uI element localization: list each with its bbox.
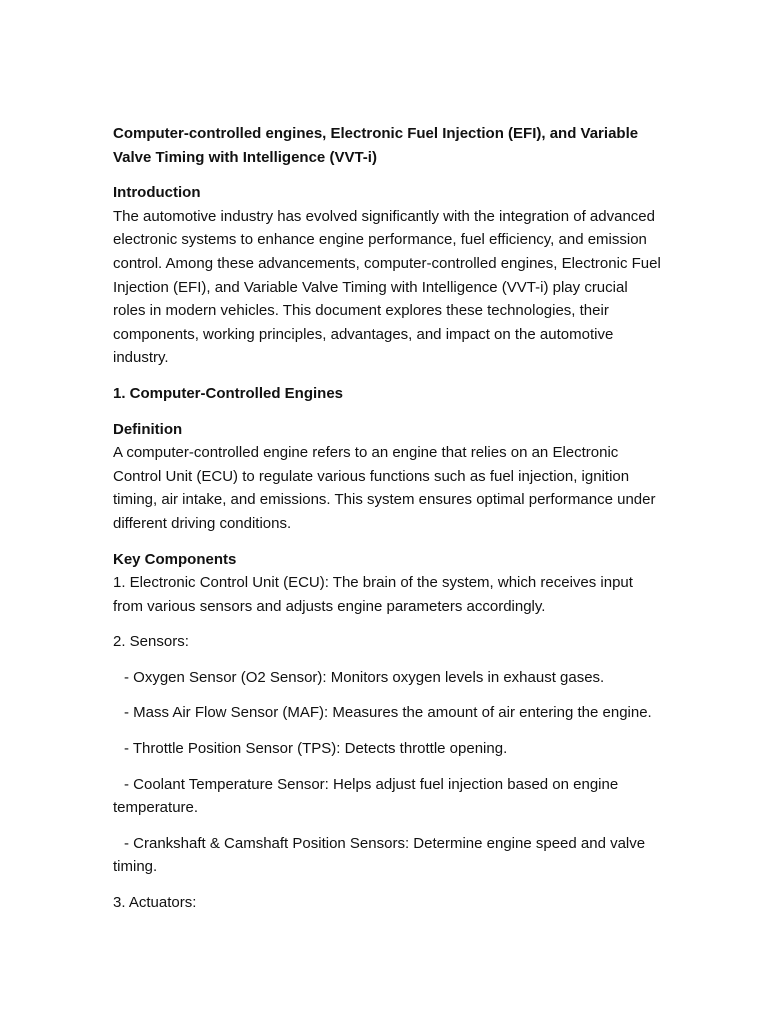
intro-section — [113, 181, 661, 370]
list-item-crank-sensor — [113, 832, 661, 879]
section1-heading: 1. Computer-Controlled Engines — [113, 384, 344, 402]
list-item-ecu: 1. Electronic Control Unit (ECU): The brain of the system, which receives input from various sensors and adjusts engine parameters accordingly. — [113, 574, 633, 615]
list-item-sensors: 2. Sensors: — [113, 633, 189, 651]
crank-sensor-text: - Crankshaft & Camshaft Position Sensors: Determine engine speed and valve timing. — [113, 834, 646, 876]
list-item-o2-sensor: - Oxygen Sensor (O2 Sensor): Monitors oxygen levels in exhaust gases. — [124, 668, 605, 686]
key-components-section — [113, 548, 661, 619]
document-page — [113, 122, 661, 927]
list-item-tps-sensor: - Throttle Position Sensor (TPS): Detects throttle opening. — [124, 740, 508, 758]
definition-paragraph: A computer-controlled engine refers to an engine that relies on an Electronic Control Unit (ECU) to regulate various functions such as fuel injection, ignition timing, air intake, and emissions. This system ensures optimal performance under different driving conditions. — [113, 444, 656, 532]
list-item-actuators: 3. Actuators: — [113, 894, 197, 912]
list-item-coolant-sensor — [113, 773, 661, 820]
intro-paragraph: The automotive industry has evolved significantly with the integration of advanced electronic systems to enhance engine performance, fuel efficiency, and emission control. Among these advancements, computer-controlled engines, Electronic Fuel Injection (EFI), and Variable Valve Timing with Intelligence (VVT-i) play crucial roles in modern vehicles. This document explores these technologies, their components, working principles, advantages, and impact on the automotive industry. — [113, 207, 661, 367]
definition-heading: Definition — [113, 420, 183, 438]
intro-heading: Introduction — [113, 184, 201, 202]
document-title: Computer-controlled engines, Electronic Fuel Injection (EFI), and Variable Valve Timing with Intelligence (VVT-i) — [113, 125, 639, 166]
key-components-heading: Key Components — [113, 550, 237, 568]
definition-section — [113, 418, 661, 536]
coolant-sensor-text: - Coolant Temperature Sensor: Helps adjust fuel injection based on engine temperature. — [113, 775, 619, 817]
list-item-maf-sensor: - Mass Air Flow Sensor (MAF): Measures the amount of air entering the engine. — [124, 704, 652, 722]
